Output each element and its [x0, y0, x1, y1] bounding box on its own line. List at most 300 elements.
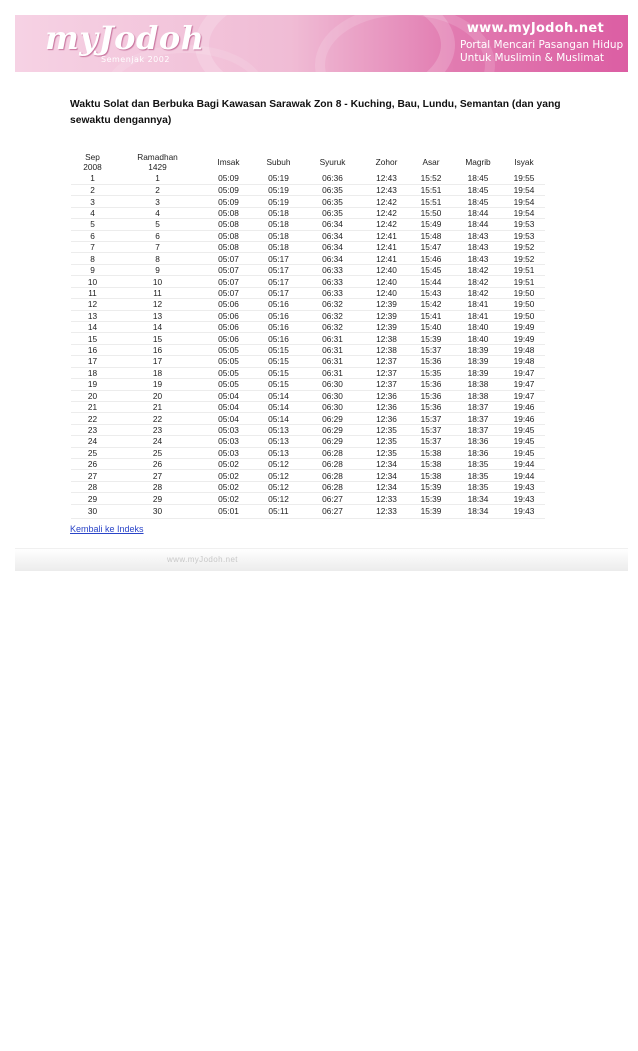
- asar-cell: 15:43: [409, 287, 453, 298]
- imsak-cell: 05:08: [201, 207, 256, 218]
- zohor-cell: 12:37: [364, 367, 409, 378]
- asar-cell: 15:44: [409, 276, 453, 287]
- imsak-cell: 05:05: [201, 344, 256, 355]
- asar-cell: 15:45: [409, 264, 453, 275]
- ramadhan-cell: 6: [114, 230, 201, 241]
- isyak-cell: 19:47: [503, 367, 545, 378]
- header-ramadhan-label: Ramadhan: [137, 152, 178, 162]
- page-title: Waktu Solat dan Berbuka Bagi Kawasan Sarawak Zon 8 - Kuching, Bau, Lundu, Semantan (dan yang sewaktu dengannya): [70, 99, 561, 126]
- site-logo[interactable]: myJodoh: [45, 19, 205, 57]
- day-cell: 12: [71, 299, 114, 310]
- logo-subtitle: Semenjak 2002: [101, 55, 170, 64]
- magrib-cell: 18:39: [453, 344, 503, 355]
- day-cell: 13: [71, 310, 114, 321]
- day-cell: 15: [71, 333, 114, 344]
- imsak-cell: 05:08: [201, 219, 256, 230]
- zohor-cell: 12:41: [364, 253, 409, 264]
- asar-cell: 15:42: [409, 299, 453, 310]
- isyak-cell: 19:55: [503, 173, 545, 184]
- imsak-cell: 05:09: [201, 196, 256, 207]
- ramadhan-cell: 24: [114, 436, 201, 447]
- magrib-cell: 18:42: [453, 276, 503, 287]
- zohor-cell: 12:33: [364, 504, 409, 518]
- day-cell: 27: [71, 470, 114, 481]
- isyak-cell: 19:44: [503, 470, 545, 481]
- imsak-cell: 05:04: [201, 390, 256, 401]
- isyak-cell: 19:44: [503, 459, 545, 470]
- table-row: [71, 242, 545, 253]
- syuruk-cell: 06:30: [301, 379, 364, 390]
- isyak-cell: 19:51: [503, 264, 545, 275]
- magrib-cell: 18:40: [453, 333, 503, 344]
- syuruk-cell: 06:32: [301, 299, 364, 310]
- imsak-cell: 05:02: [201, 470, 256, 481]
- subuh-cell: 05:17: [256, 276, 301, 287]
- ramadhan-cell: 12: [114, 299, 201, 310]
- imsak-cell: 05:06: [201, 299, 256, 310]
- table-row: [71, 447, 545, 458]
- table-row: [71, 333, 545, 344]
- ramadhan-cell: 29: [114, 493, 201, 504]
- syuruk-cell: 06:34: [301, 230, 364, 241]
- subuh-cell: 05:13: [256, 424, 301, 435]
- asar-cell: 15:37: [409, 344, 453, 355]
- imsak-cell: 05:08: [201, 242, 256, 253]
- back-to-index-link[interactable]: Kembali ke Indeks: [70, 524, 144, 534]
- magrib-cell: 18:36: [453, 436, 503, 447]
- syuruk-cell: 06:28: [301, 459, 364, 470]
- asar-cell: 15:51: [409, 184, 453, 195]
- imsak-cell: 05:01: [201, 504, 256, 518]
- day-cell: 5: [71, 219, 114, 230]
- isyak-cell: 19:45: [503, 424, 545, 435]
- table-row: [71, 493, 545, 504]
- magrib-cell: 18:44: [453, 219, 503, 230]
- ramadhan-cell: 16: [114, 344, 201, 355]
- table-row: [71, 219, 545, 230]
- isyak-cell: 19:49: [503, 333, 545, 344]
- zohor-cell: 12:41: [364, 242, 409, 253]
- subuh-cell: 05:15: [256, 379, 301, 390]
- asar-cell: 15:39: [409, 493, 453, 504]
- zohor-cell: 12:43: [364, 184, 409, 195]
- imsak-cell: 05:03: [201, 447, 256, 458]
- subuh-cell: 05:15: [256, 356, 301, 367]
- header-syuruk: Syuruk: [319, 157, 346, 167]
- ramadhan-cell: 7: [114, 242, 201, 253]
- day-cell: 19: [71, 379, 114, 390]
- magrib-cell: 18:38: [453, 379, 503, 390]
- ramadhan-cell: 20: [114, 390, 201, 401]
- ramadhan-cell: 19: [114, 379, 201, 390]
- isyak-cell: 19:53: [503, 219, 545, 230]
- zohor-cell: 12:36: [364, 401, 409, 412]
- isyak-cell: 19:45: [503, 447, 545, 458]
- isyak-cell: 19:47: [503, 390, 545, 401]
- syuruk-cell: 06:31: [301, 367, 364, 378]
- header-ramadhan: [114, 151, 201, 173]
- header-banner: [15, 15, 628, 72]
- zohor-cell: 12:35: [364, 447, 409, 458]
- isyak-cell: 19:43: [503, 504, 545, 518]
- magrib-cell: 18:37: [453, 413, 503, 424]
- imsak-cell: 05:07: [201, 276, 256, 287]
- zohor-cell: 12:36: [364, 390, 409, 401]
- subuh-cell: 05:18: [256, 242, 301, 253]
- table-row: [71, 470, 545, 481]
- isyak-cell: 19:48: [503, 344, 545, 355]
- table-row: [71, 344, 545, 355]
- magrib-cell: 18:36: [453, 447, 503, 458]
- asar-cell: 15:40: [409, 321, 453, 332]
- imsak-cell: 05:02: [201, 459, 256, 470]
- imsak-cell: 05:03: [201, 436, 256, 447]
- subuh-cell: 05:18: [256, 219, 301, 230]
- ramadhan-cell: 8: [114, 253, 201, 264]
- day-cell: 10: [71, 276, 114, 287]
- subuh-cell: 05:12: [256, 493, 301, 504]
- site-tagline: [460, 39, 623, 65]
- isyak-cell: 19:48: [503, 356, 545, 367]
- asar-cell: 15:39: [409, 504, 453, 518]
- isyak-cell: 19:43: [503, 493, 545, 504]
- table-body: [71, 173, 545, 518]
- magrib-cell: 18:38: [453, 390, 503, 401]
- table-row: [71, 401, 545, 412]
- table-header-row: [71, 151, 545, 173]
- zohor-cell: 12:35: [364, 424, 409, 435]
- syuruk-cell: 06:29: [301, 424, 364, 435]
- zohor-cell: 12:34: [364, 481, 409, 492]
- day-cell: 26: [71, 459, 114, 470]
- ramadhan-cell: 15: [114, 333, 201, 344]
- asar-cell: 15:39: [409, 333, 453, 344]
- subuh-cell: 05:17: [256, 253, 301, 264]
- table-row: [71, 504, 545, 518]
- table-row: [71, 413, 545, 424]
- imsak-cell: 05:02: [201, 493, 256, 504]
- asar-cell: 15:37: [409, 424, 453, 435]
- isyak-cell: 19:50: [503, 299, 545, 310]
- imsak-cell: 05:09: [201, 173, 256, 184]
- syuruk-cell: 06:34: [301, 253, 364, 264]
- imsak-cell: 05:07: [201, 287, 256, 298]
- asar-cell: 15:38: [409, 459, 453, 470]
- table-row: [71, 276, 545, 287]
- zohor-cell: 12:36: [364, 413, 409, 424]
- subuh-cell: 05:16: [256, 321, 301, 332]
- isyak-cell: 19:45: [503, 436, 545, 447]
- asar-cell: 15:37: [409, 413, 453, 424]
- asar-cell: 15:37: [409, 436, 453, 447]
- day-cell: 3: [71, 196, 114, 207]
- subuh-cell: 05:19: [256, 184, 301, 195]
- ramadhan-cell: 21: [114, 401, 201, 412]
- subuh-cell: 05:16: [256, 333, 301, 344]
- subuh-cell: 05:14: [256, 413, 301, 424]
- subuh-cell: 05:16: [256, 310, 301, 321]
- magrib-cell: 18:43: [453, 230, 503, 241]
- magrib-cell: 18:43: [453, 242, 503, 253]
- imsak-cell: 05:05: [201, 356, 256, 367]
- ramadhan-cell: 10: [114, 276, 201, 287]
- magrib-cell: 18:45: [453, 184, 503, 195]
- zohor-cell: 12:43: [364, 173, 409, 184]
- ramadhan-cell: 27: [114, 470, 201, 481]
- imsak-cell: 05:05: [201, 367, 256, 378]
- ramadhan-cell: 28: [114, 481, 201, 492]
- subuh-cell: 05:19: [256, 196, 301, 207]
- day-cell: 9: [71, 264, 114, 275]
- asar-cell: 15:38: [409, 470, 453, 481]
- ramadhan-cell: 22: [114, 413, 201, 424]
- day-cell: 1: [71, 173, 114, 184]
- tagline-line-2: Untuk Muslimin & Muslimat: [460, 52, 605, 64]
- day-cell: 16: [71, 344, 114, 355]
- magrib-cell: 18:35: [453, 459, 503, 470]
- ramadhan-cell: 18: [114, 367, 201, 378]
- isyak-cell: 19:50: [503, 310, 545, 321]
- subuh-cell: 05:14: [256, 401, 301, 412]
- subuh-cell: 05:12: [256, 459, 301, 470]
- syuruk-cell: 06:34: [301, 219, 364, 230]
- table-row: [71, 390, 545, 401]
- imsak-cell: 05:06: [201, 333, 256, 344]
- imsak-cell: 05:08: [201, 230, 256, 241]
- table-row: [71, 173, 545, 184]
- day-cell: 20: [71, 390, 114, 401]
- asar-cell: 15:36: [409, 356, 453, 367]
- syuruk-cell: 06:33: [301, 276, 364, 287]
- table-row: [71, 321, 545, 332]
- ramadhan-cell: 30: [114, 504, 201, 518]
- site-url: www.myJodoh.net: [466, 21, 604, 36]
- magrib-cell: 18:45: [453, 196, 503, 207]
- day-cell: 28: [71, 481, 114, 492]
- imsak-cell: 05:06: [201, 321, 256, 332]
- asar-cell: 15:46: [409, 253, 453, 264]
- table-row: [71, 379, 545, 390]
- table-row: [71, 184, 545, 195]
- table-row: [71, 481, 545, 492]
- footer-url: www.myJodoh.net: [167, 555, 238, 564]
- day-cell: 25: [71, 447, 114, 458]
- subuh-cell: 05:15: [256, 367, 301, 378]
- table-row: [71, 253, 545, 264]
- subuh-cell: 05:12: [256, 470, 301, 481]
- imsak-cell: 05:07: [201, 264, 256, 275]
- syuruk-cell: 06:33: [301, 264, 364, 275]
- header-subuh: Subuh: [266, 157, 291, 167]
- magrib-cell: 18:35: [453, 481, 503, 492]
- isyak-cell: 19:53: [503, 230, 545, 241]
- zohor-cell: 12:33: [364, 493, 409, 504]
- zohor-cell: 12:34: [364, 459, 409, 470]
- day-cell: 24: [71, 436, 114, 447]
- subuh-cell: 05:17: [256, 287, 301, 298]
- magrib-cell: 18:45: [453, 173, 503, 184]
- syuruk-cell: 06:31: [301, 333, 364, 344]
- table-row: [71, 299, 545, 310]
- magrib-cell: 18:39: [453, 356, 503, 367]
- syuruk-cell: 06:35: [301, 184, 364, 195]
- table-row: [71, 207, 545, 218]
- subuh-cell: 05:18: [256, 207, 301, 218]
- syuruk-cell: 06:28: [301, 481, 364, 492]
- imsak-cell: 05:03: [201, 424, 256, 435]
- magrib-cell: 18:37: [453, 401, 503, 412]
- imsak-cell: 05:06: [201, 310, 256, 321]
- zohor-cell: 12:39: [364, 321, 409, 332]
- magrib-cell: 18:39: [453, 367, 503, 378]
- syuruk-cell: 06:27: [301, 504, 364, 518]
- asar-cell: 15:48: [409, 230, 453, 241]
- day-cell: 17: [71, 356, 114, 367]
- table-row: [71, 459, 545, 470]
- magrib-cell: 18:37: [453, 424, 503, 435]
- content-frame: [15, 15, 628, 571]
- syuruk-cell: 06:36: [301, 173, 364, 184]
- isyak-cell: 19:47: [503, 379, 545, 390]
- asar-cell: 15:52: [409, 173, 453, 184]
- zohor-cell: 12:37: [364, 379, 409, 390]
- ramadhan-cell: 13: [114, 310, 201, 321]
- syuruk-cell: 06:32: [301, 310, 364, 321]
- zohor-cell: 12:38: [364, 344, 409, 355]
- subuh-cell: 05:16: [256, 299, 301, 310]
- ramadhan-cell: 11: [114, 287, 201, 298]
- zohor-cell: 12:40: [364, 276, 409, 287]
- ramadhan-cell: 5: [114, 219, 201, 230]
- header-sep-year: 2008: [83, 162, 102, 172]
- table-row: [71, 367, 545, 378]
- table-row: [71, 310, 545, 321]
- zohor-cell: 12:37: [364, 356, 409, 367]
- header-ramadhan-year: 1429: [148, 162, 167, 172]
- header-isyak: Isyak: [514, 157, 534, 167]
- magrib-cell: 18:35: [453, 470, 503, 481]
- day-cell: 23: [71, 424, 114, 435]
- table-row: [71, 230, 545, 241]
- asar-cell: 15:51: [409, 196, 453, 207]
- header-imsak: Imsak: [217, 157, 240, 167]
- isyak-cell: 19:54: [503, 184, 545, 195]
- zohor-cell: 12:42: [364, 207, 409, 218]
- asar-cell: 15:50: [409, 207, 453, 218]
- zohor-cell: 12:39: [364, 310, 409, 321]
- magrib-cell: 18:41: [453, 299, 503, 310]
- asar-cell: 15:38: [409, 447, 453, 458]
- subuh-cell: 05:18: [256, 230, 301, 241]
- subuh-cell: 05:13: [256, 447, 301, 458]
- ramadhan-cell: 2: [114, 184, 201, 195]
- table-row: [71, 287, 545, 298]
- table-row: [71, 264, 545, 275]
- imsak-cell: 05:09: [201, 184, 256, 195]
- syuruk-cell: 06:28: [301, 470, 364, 481]
- ramadhan-cell: 9: [114, 264, 201, 275]
- syuruk-cell: 06:29: [301, 436, 364, 447]
- isyak-cell: 19:50: [503, 287, 545, 298]
- magrib-cell: 18:44: [453, 207, 503, 218]
- asar-cell: 15:49: [409, 219, 453, 230]
- ramadhan-cell: 25: [114, 447, 201, 458]
- magrib-cell: 18:34: [453, 504, 503, 518]
- asar-cell: 15:35: [409, 367, 453, 378]
- magrib-cell: 18:42: [453, 287, 503, 298]
- table-row: [71, 196, 545, 207]
- header-sep: [71, 151, 114, 173]
- isyak-cell: 19:46: [503, 413, 545, 424]
- asar-cell: 15:36: [409, 401, 453, 412]
- syuruk-cell: 06:28: [301, 447, 364, 458]
- magrib-cell: 18:41: [453, 310, 503, 321]
- subuh-cell: 05:12: [256, 481, 301, 492]
- imsak-cell: 05:04: [201, 401, 256, 412]
- table-row: [71, 436, 545, 447]
- isyak-cell: 19:52: [503, 253, 545, 264]
- imsak-cell: 05:04: [201, 413, 256, 424]
- syuruk-cell: 06:35: [301, 207, 364, 218]
- zohor-cell: 12:38: [364, 333, 409, 344]
- subuh-cell: 05:19: [256, 173, 301, 184]
- day-cell: 29: [71, 493, 114, 504]
- syuruk-cell: 06:29: [301, 413, 364, 424]
- day-cell: 11: [71, 287, 114, 298]
- prayer-times-table: [71, 151, 545, 519]
- syuruk-cell: 06:35: [301, 196, 364, 207]
- asar-cell: 15:41: [409, 310, 453, 321]
- magrib-cell: 18:43: [453, 253, 503, 264]
- isyak-cell: 19:46: [503, 401, 545, 412]
- imsak-cell: 05:02: [201, 481, 256, 492]
- subuh-cell: 05:13: [256, 436, 301, 447]
- zohor-cell: 12:40: [364, 287, 409, 298]
- day-cell: 30: [71, 504, 114, 518]
- isyak-cell: 19:52: [503, 242, 545, 253]
- subuh-cell: 05:14: [256, 390, 301, 401]
- zohor-cell: 12:42: [364, 196, 409, 207]
- syuruk-cell: 06:33: [301, 287, 364, 298]
- asar-cell: 15:36: [409, 379, 453, 390]
- day-cell: 14: [71, 321, 114, 332]
- day-cell: 2: [71, 184, 114, 195]
- day-cell: 18: [71, 367, 114, 378]
- subuh-cell: 05:11: [256, 504, 301, 518]
- isyak-cell: 19:49: [503, 321, 545, 332]
- zohor-cell: 12:39: [364, 299, 409, 310]
- magrib-cell: 18:40: [453, 321, 503, 332]
- isyak-cell: 19:43: [503, 481, 545, 492]
- subuh-cell: 05:17: [256, 264, 301, 275]
- zohor-cell: 12:34: [364, 470, 409, 481]
- header-asar: Asar: [422, 157, 440, 167]
- syuruk-cell: 06:31: [301, 356, 364, 367]
- syuruk-cell: 06:32: [301, 321, 364, 332]
- ramadhan-cell: 23: [114, 424, 201, 435]
- day-cell: 4: [71, 207, 114, 218]
- day-cell: 8: [71, 253, 114, 264]
- header-zohor: Zohor: [375, 157, 398, 167]
- header-magrib: Magrib: [465, 157, 491, 167]
- ramadhan-cell: 1: [114, 173, 201, 184]
- asar-cell: 15:47: [409, 242, 453, 253]
- asar-cell: 15:39: [409, 481, 453, 492]
- zohor-cell: 12:40: [364, 264, 409, 275]
- day-cell: 21: [71, 401, 114, 412]
- ramadhan-cell: 26: [114, 459, 201, 470]
- ramadhan-cell: 4: [114, 207, 201, 218]
